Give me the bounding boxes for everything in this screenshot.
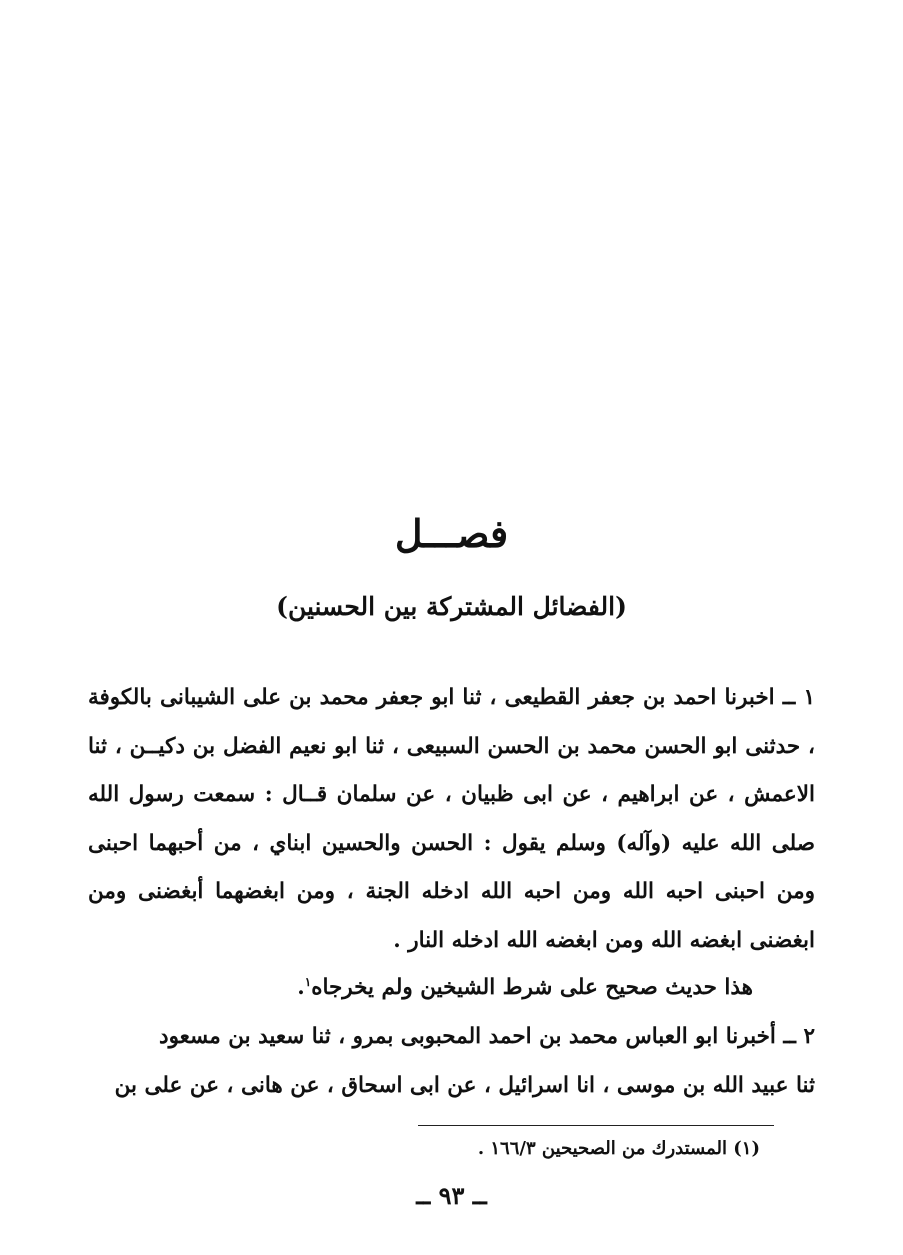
hadith-1-block <box>88 674 815 965</box>
hadith-1-grading-block <box>88 964 815 1013</box>
hadith-2-block <box>88 1013 815 1110</box>
footnote-marker: ١ <box>304 974 312 989</box>
footnote-divider <box>418 1125 774 1126</box>
section-title: (الفضائل المشتركة بين الحسنين) <box>276 592 627 621</box>
hadith-2-line-1: ٢ ــ أخبرنا ابو العباس محمد بن احمد المحبوبى بمرو ، ثنا سعيد بن مسعود <box>159 1024 815 1049</box>
hadith-1-text: ١ ــ اخبرنا احمد بن جعفر القطيعى ، ثنا ابو جعفر محمد بن على الشيبانى بالكوفة ، حدثنى ابو الحسن محمد بن الحسن السبيعى ، ثنا ابو نعيم الفضل بن دكيــن ، ثنا الاعمش ، عن ابراهيم ، عن ابى ظبيان ، عن سلمان قــال : سمعت رسول الله صلى الله عليه (وآله) وسلم يقول : الحسن والحسين ابناي ، من أحبهما احبنى ومن احبنى احبه الله ومن احبه الله ادخله الجنة ، ومن ابغضهما أبغضنى ومن ابغضنى ابغضه الله ومن ابغضه الله ادخله النار . <box>88 685 815 953</box>
grading-end-period: . <box>297 975 305 1000</box>
section-heading: فصـــل <box>394 511 509 556</box>
hadith-2-line-2: ثنا عبيد الله بن موسى ، انا اسرائيل ، عن ابى اسحاق ، عن هانى ، عن على بن <box>114 1072 815 1098</box>
page-number: ــ ٩٣ ــ <box>416 1181 487 1210</box>
hadith-1-grading-text: هذا حديث صحيح على شرط الشيخين ولم يخرجاه <box>311 975 753 1000</box>
footnote: (١) المستدرك من الصحيحين ١٦٦/٣ . <box>477 1138 760 1159</box>
hadith-1-grading <box>88 964 815 1013</box>
